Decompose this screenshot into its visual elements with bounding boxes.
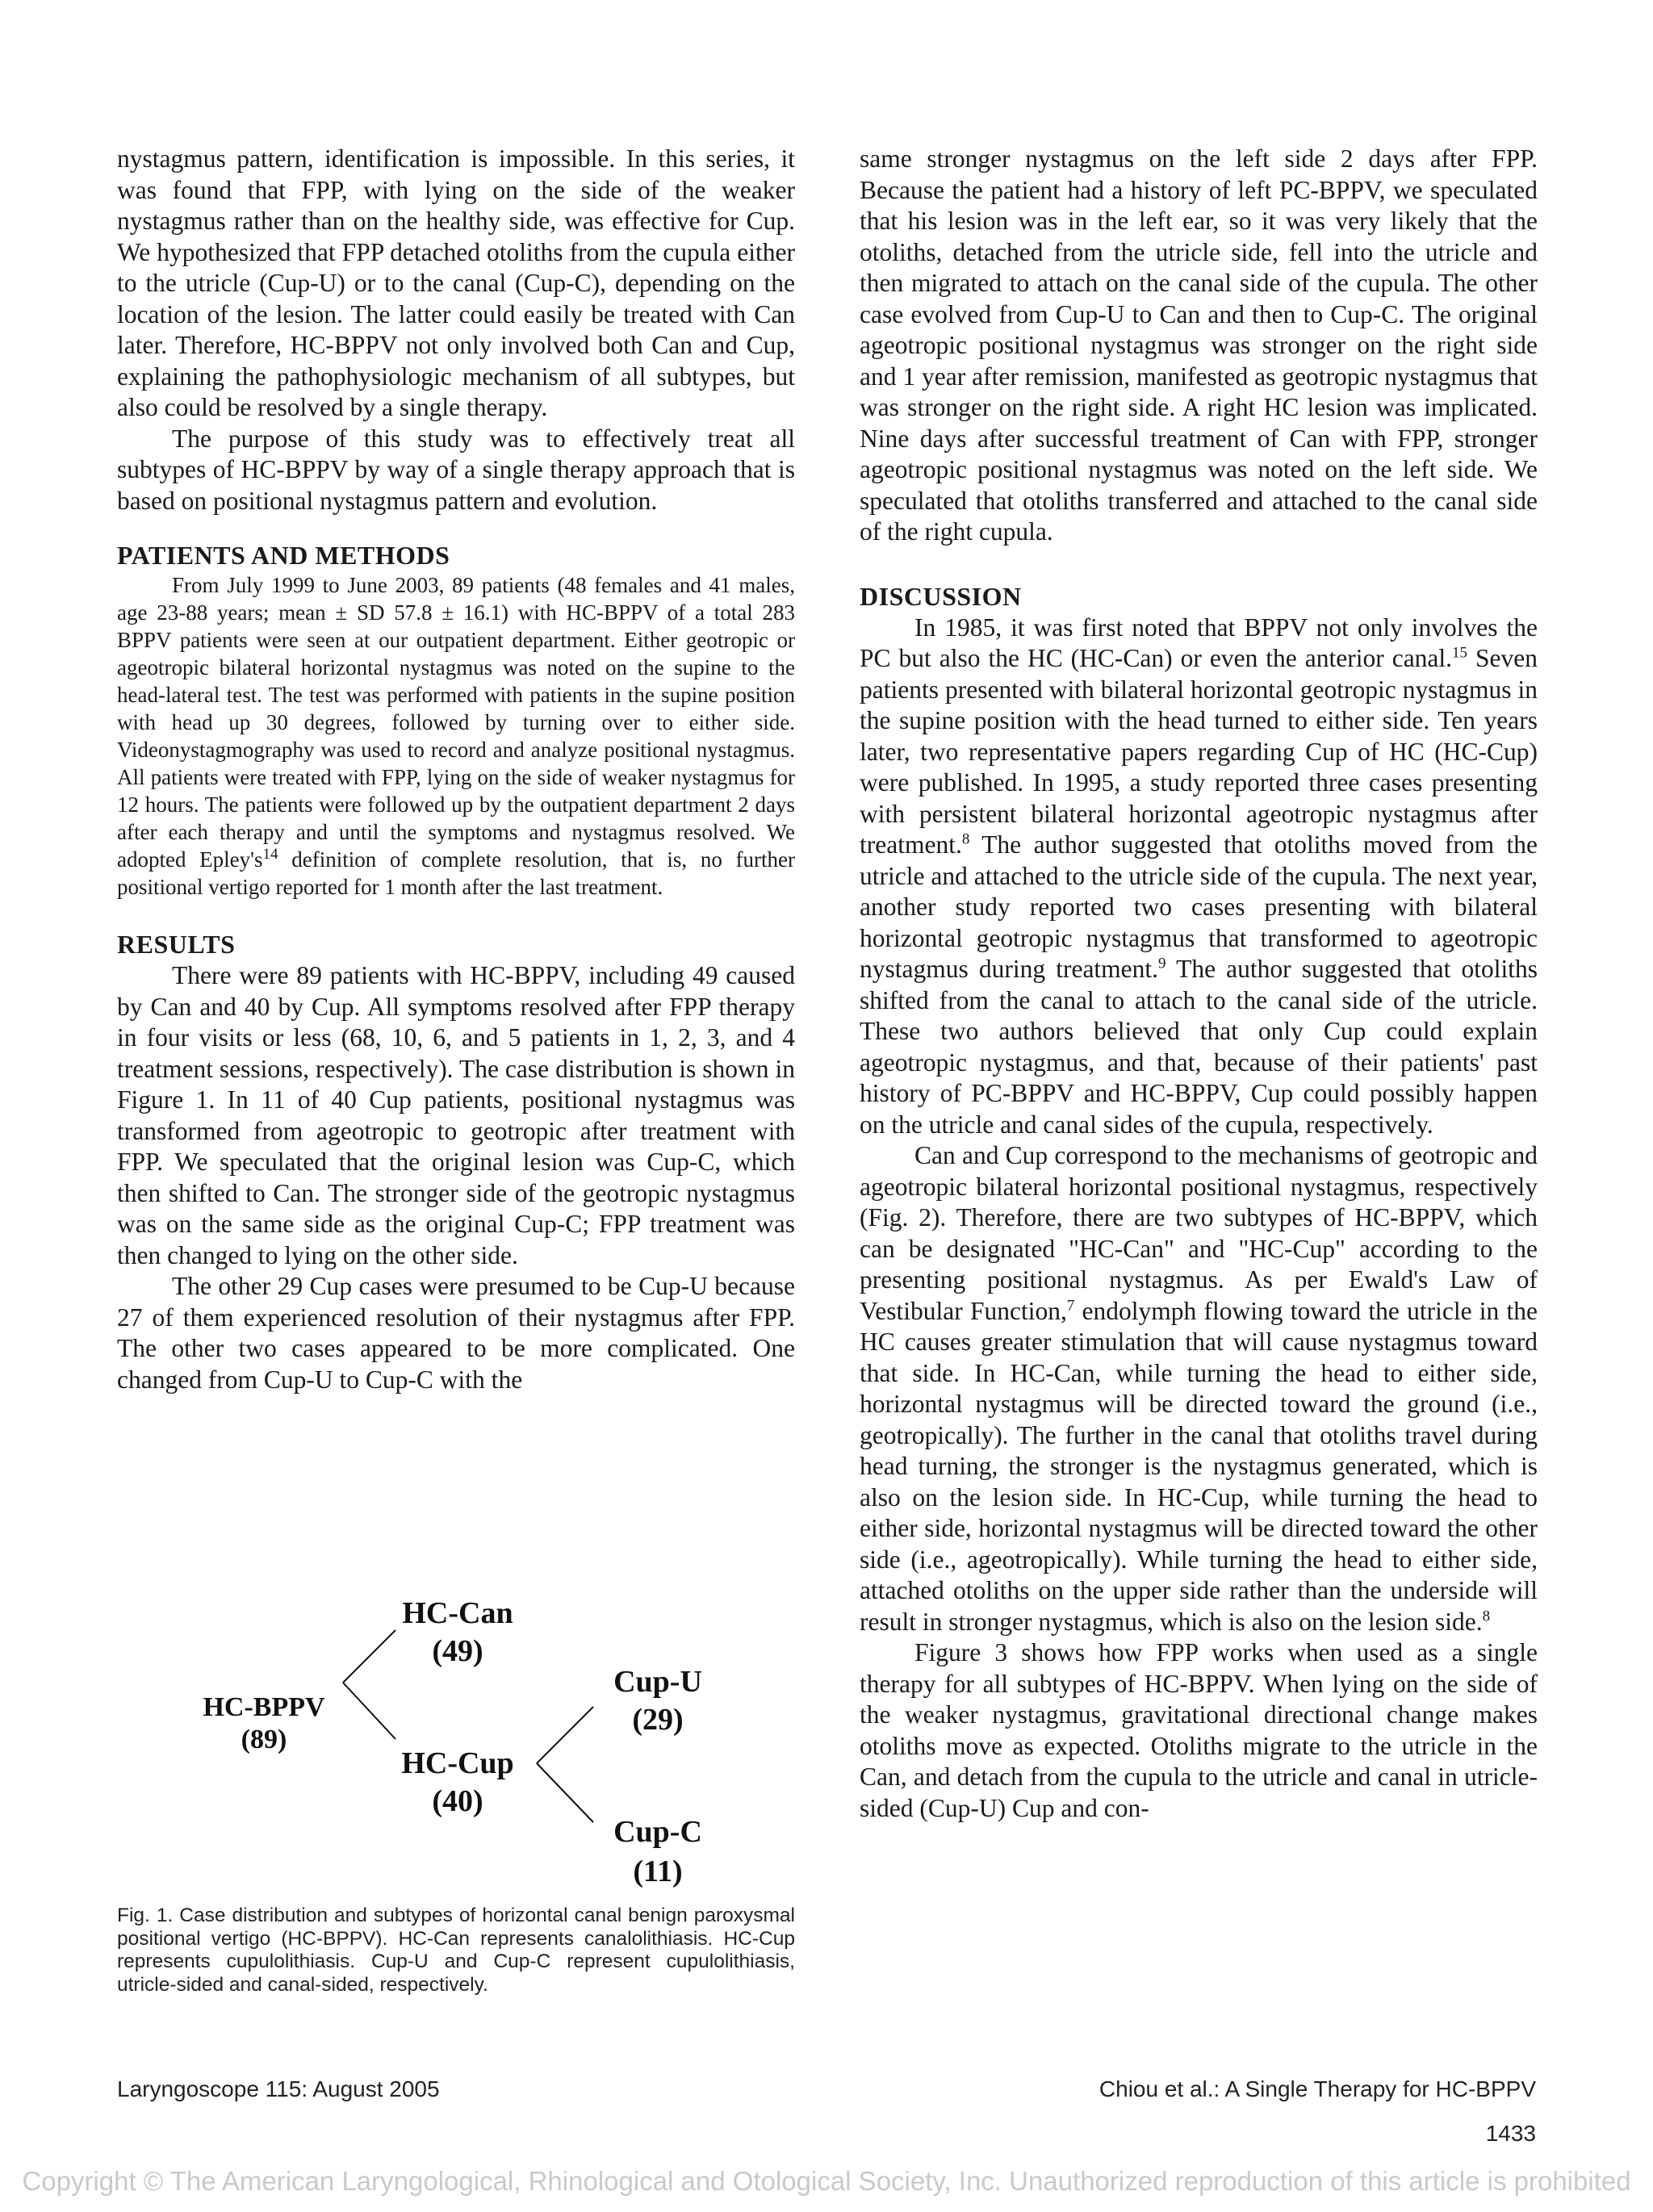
disc-p2-reference-8: 8 <box>1482 1608 1491 1625</box>
disc-p1-text-b: Seven patients presented with bilateral horizontal geotropic nystagmus in the supine position with the head turned to either side. Ten years later, two representative papers regarding Cup of HC (HC-Cup) were published. In 1995, a study reported three cases presenting with persistent bilateral horizontal ageotropic nystagmus after treatment. <box>860 644 1538 859</box>
left-column <box>117 144 795 1395</box>
results-heading: RESULTS <box>117 930 236 959</box>
intro-paragraph-2: The purpose of this study was to effectively treat all subtypes of HC-BPPV by way of a single therapy approach that is based on positional nystagmus pattern and evolution. <box>117 424 795 515</box>
disc-p1-reference-9: 9 <box>1158 955 1166 972</box>
branch-root-to-can <box>343 1630 395 1683</box>
disc-p2-reference-7: 7 <box>1066 1297 1075 1314</box>
disc-p1-text-a: In 1985, it was first noted that BPPV not only involves the PC but also the HC (HC-Can) or even the anterior canal. <box>860 613 1538 672</box>
results-paragraph-3: same stronger nystagmus on the left side 2 days after FPP. Because the patient had a history of left PC-BPPV, we speculated that his lesion was in the left ear, so it was very likely that the otoliths, detached from the utricle side, fell into the utricle and then migrated to attach on the canal side of the cupula. The other case evolved from Cup-U to Can and then to Cup-C. The original ageotropic positional nystagmus was stronger on the right side and 1 year after remission, manifested as geotropic nystagmus that was stronger on the right side. A right HC lesion was implicated. Nine days after successful treatment of Can with FPP, stronger ageotropic positional nystagmus was noted on the left side. We speculated that otoliths transferred and attached to the canal side of the right cupula. <box>860 144 1538 546</box>
disc-p1-text-d: The author suggested that otoliths shifted from the canal to attach to the canal side of the utricle. These two authors believed that only Cup could explain ageotropic nystagmus, and that, because of their patients' past history of PC-BPPV and HC-BPPV, Cup could possibly happen on the utricle and canal sides of the cupula, respectively. <box>860 955 1538 1139</box>
discussion-paragraph-3: Figure 3 shows how FPP works when used as a single therapy for all subtypes of HC-BPPV. When lying on the side of the weaker nystagmus, gravitational directional change makes otoliths move as expected. Otoliths migrate to the utricle in the Can, and detach from the cupula to the utricle and canal in utricle-sided (Cup-U) Cup and con- <box>860 1638 1538 1822</box>
branch-cup-to-cupu <box>537 1707 593 1763</box>
methods-paragraph <box>117 571 795 901</box>
right-column <box>860 144 1538 1824</box>
methods-heading: PATIENTS AND METHODS <box>117 541 450 570</box>
results-paragraph-2: The other 29 Cup cases were presumed to be Cup-U because 27 of them experienced resolution of their nystagmus after FPP. The other two cases appeared to be more complicated. One changed from Cup-U to Cup-C with the <box>117 1272 795 1394</box>
branch-root-to-cup <box>343 1683 395 1739</box>
discussion-paragraph-1 <box>860 613 1538 1141</box>
disc-p2-text-a: Can and Cup correspond to the mechanisms of geotropic and ageotropic bilateral horizontal positional nystagmus, respectively (Fig. 2). Therefore, there are two subtypes of HC-BPPV, which can be designated "HC-Can" and "HC-Cup" according to the presenting positional nystagmus. As per Ewald's Law of Vestibular Function, <box>860 1141 1538 1325</box>
node-hc-cup-count: (40) <box>432 1784 483 1818</box>
disc-p1-reference-8: 8 <box>961 830 970 848</box>
journal-citation: Laryngoscope 115: August 2005 <box>117 2076 440 2101</box>
methods-reference: 14 <box>262 846 278 863</box>
discussion-paragraph-2 <box>860 1140 1538 1637</box>
discussion-heading: DISCUSSION <box>860 581 1022 611</box>
results-paragraph-1: There were 89 patients with HC-BPPV, including 49 caused by Can and 40 by Cup. All symptoms resolved after FPP therapy in four visits or less (68, 10, 6, and 5 patients in 1, 2, 3, and 4 treatment sessions, respectively). The case distribution is shown in Figure 1. In 11 of 40 Cup patients, positional nystagmus was transformed from ageotropic to geotropic after treatment with FPP. We speculated that the original lesion was Cup-C, which then shifted to Can. The stronger side of the geotropic nystagmus was on the same side as the original Cup-C; FPP treatment was then changed to lying on the other side. <box>117 961 795 1269</box>
intro-paragraph-1: nystagmus pattern, identification is impossible. In this series, it was found that FPP, with lying on the side of the weaker nystagmus rather than on the healthy side, was effective for Cup. We hypothesized that FPP detached otoliths from the cupula either to the utricle (Cup-U) or to the canal (Cup-C), depending on the location of the lesion. The latter could easily be treated with Can later. Therefore, HC-BPPV not only involved both Can and Cup, explaining the pathophysiologic mechanism of all subtypes, but also could be resolved by a single therapy. <box>117 144 795 421</box>
disc-p2-text-b: endolymph flowing toward the utricle in the HC causes greater stimulation that will cause nystagmus toward that side. In HC-Can, while turning the head to either side, horizontal nystagmus will be directed toward the ground (i.e., geotropically). The further in the canal that otoliths travel during head turning, the stronger is the nystagmus generated, which is also on the lesion side. In HC-Cup, while turning the head to either side, horizontal nystagmus will be directed toward the other side (i.e., ageotropically). While turning the head to either side, attached otoliths on the upper side rather than the underside will result in stronger nystagmus, which is also on the lesion side. <box>860 1296 1538 1636</box>
node-hc-bppv-label: HC-BPPV <box>203 1692 325 1722</box>
case-distribution-tree <box>117 1586 795 1900</box>
node-hc-cup-label: HC-Cup <box>401 1746 514 1780</box>
figure-1-diagram <box>117 1586 795 1900</box>
copyright-notice: Copyright © The American Laryngological, Rhinological and Otological Society, Inc. Unauthorized reproduction of this article is prohibited <box>22 2166 1631 2196</box>
figure-1-caption: Fig. 1. Case distribution and subtypes of horizontal canal benign paroxysmal positional vertigo (HC-BPPV). HC-Can represents canalolithiasis. HC-Cup represents cupulolithiasis. Cup-U and Cup-C represent cupulolithiasis, utricle-sided and canal-sided, respectively. <box>117 1905 795 1996</box>
methods-text-a: From July 1999 to June 2003, 89 patients (48 females and 41 males, age 23-88 years; mean ± SD 57.8 ± 16.1) with HC-BPPV of a total 283 BPPV patients were seen at our outpatient department. Either geotropic or ageotropic bilateral horizontal nystagmus was noted on the supine to the head-lateral test. The test was performed with patients in the supine position with head up 30 degrees, followed by turning over to either side. Videonystagmography was used to record and analyze positional nystagmus. All patients were treated with FPP, lying on the side of weaker nystagmus for 12 hours. The patients were followed up by the outpatient department 2 days after each therapy and until the symptoms and nystagmus resolved. We adopted Epley's <box>117 573 795 872</box>
branch-cup-to-cupc <box>537 1763 593 1822</box>
node-cup-u-count: (29) <box>632 1703 684 1737</box>
node-hc-bppv-count: (89) <box>241 1725 287 1754</box>
node-hc-can-label: HC-Can <box>402 1596 513 1630</box>
running-title: Chiou et al.: A Single Therapy for HC-BPPV <box>1099 2076 1536 2101</box>
page-number: 1433 <box>1485 2121 1536 2146</box>
node-cup-c-count: (11) <box>633 1854 683 1888</box>
node-cup-c-label: Cup-C <box>613 1815 702 1849</box>
disc-p1-text-c: The author suggested that otoliths moved from the utricle and attached to the utricle side of the cupula. The next year, another study reported two cases presenting with bilateral horizontal geotropic nystagmus that transformed to ageotropic nystagmus during treatment. <box>860 830 1538 983</box>
node-hc-can-count: (49) <box>432 1634 483 1668</box>
methods-text-b: definition of complete resolution, that is, no further positional vertigo reported for 1 month after the last treatment. <box>117 847 795 899</box>
node-cup-u-label: Cup-U <box>613 1665 702 1699</box>
disc-p1-reference-15: 15 <box>1452 644 1468 662</box>
